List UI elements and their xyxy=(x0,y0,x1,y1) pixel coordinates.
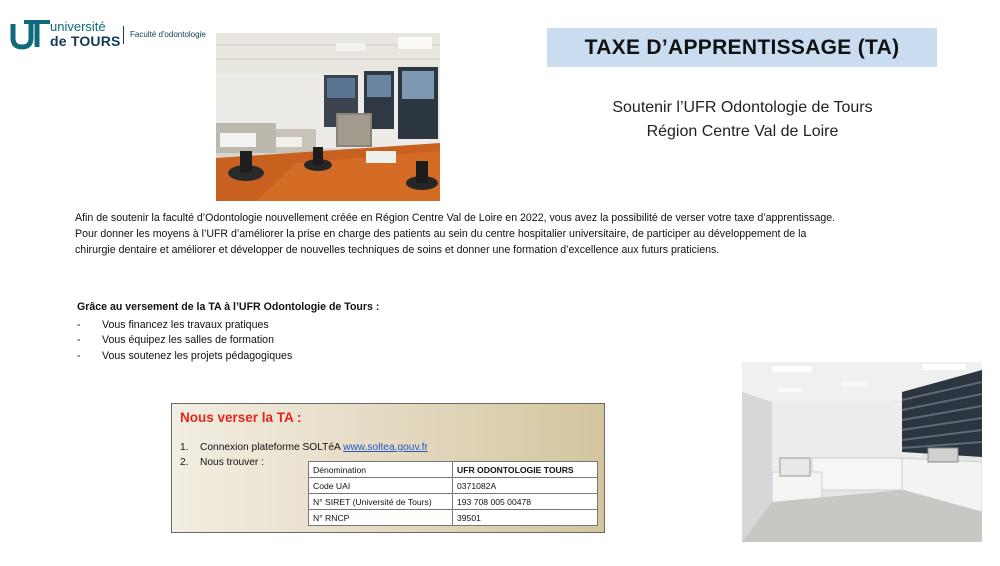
intro-line-2: Pour donner les moyens à l’UFR d’améliorer la prise en charge des patients au sein du centre hospitalier universitaire, de participer au développement de la xyxy=(75,228,807,240)
intro-line-1: Afin de soutenir la faculté d’Odontologie nouvellement créée en Région Centre Val de Loire en 2022, vous avez la possibilité de verser votre taxe d’apprentissage. xyxy=(75,212,836,224)
dash-bullet: - xyxy=(77,318,81,331)
logo-university-text: université xyxy=(50,19,106,34)
dental-lab-room-photo xyxy=(742,362,982,542)
payment-info-title: Nous verser la TA : xyxy=(180,410,302,425)
logo-tours-text: de TOURS xyxy=(50,33,121,49)
logo-separator xyxy=(123,26,124,44)
benefits-title: Grâce au versement de la TA à l’UFR Odontologie de Tours : xyxy=(77,301,380,313)
list-item xyxy=(77,318,577,334)
table-row xyxy=(309,478,598,494)
intro-paragraph xyxy=(75,210,935,258)
step-2-text: Nous trouver : xyxy=(200,457,264,468)
identification-table xyxy=(308,461,598,526)
dash-bullet: - xyxy=(77,349,81,362)
benefits-list xyxy=(77,318,577,365)
logo-faculty-text: Faculté d'odontologie xyxy=(130,30,206,39)
subtitle xyxy=(560,96,925,144)
university-logo-mark-icon xyxy=(10,18,52,50)
table-cell-value: 193 708 005 00478 xyxy=(453,494,598,510)
table-cell-label: N° SIRET (Université de Tours) xyxy=(309,494,453,510)
table-row xyxy=(309,462,598,478)
benefit-text: Vous équipez les salles de formation xyxy=(102,334,274,346)
dash-bullet: - xyxy=(77,334,81,346)
list-item xyxy=(77,333,577,349)
table-cell-value: UFR ODONTOLOGIE TOURS xyxy=(453,462,598,478)
dental-training-room-photo xyxy=(216,33,440,201)
dental-room-image xyxy=(216,33,440,201)
table-cell-value: 39501 xyxy=(453,510,598,526)
table-cell-label: Code UAI xyxy=(309,478,453,494)
table-cell-label: Dénomination xyxy=(309,462,453,478)
list-item xyxy=(77,349,577,365)
table-row xyxy=(309,494,598,510)
payment-info-box xyxy=(171,403,605,533)
step-number: 1. xyxy=(180,442,189,453)
step-1-text: Connexion plateforme SOLTéA xyxy=(200,442,344,453)
soltea-link[interactable]: www.soltea.gouv.fr xyxy=(343,442,428,453)
page-title: TAXE D’APPRENTISSAGE (TA) xyxy=(584,35,900,59)
lab-room-image xyxy=(742,362,982,542)
step-number: 2. xyxy=(180,457,189,468)
benefit-text: Vous soutenez les projets pédagogiques xyxy=(102,349,293,362)
university-logo xyxy=(10,18,210,52)
table-cell-label: N° RNCP xyxy=(309,510,453,526)
subtitle-line-2: Région Centre Val de Loire xyxy=(646,123,839,140)
benefits-section xyxy=(77,300,577,364)
benefit-text: Vous financez les travaux pratiques xyxy=(102,318,269,331)
intro-line-3: chirurgie dentaire et améliorer et développer de nouvelles techniques de soins et donner une formation d’excellence aux futurs praticiens. xyxy=(75,244,720,256)
step-1 xyxy=(180,440,428,455)
table-row xyxy=(309,510,598,526)
page-title-banner xyxy=(547,28,937,67)
table-cell-value: 0371082A xyxy=(453,478,598,494)
subtitle-line-1: Soutenir l’UFR Odontologie de Tours xyxy=(612,99,873,116)
